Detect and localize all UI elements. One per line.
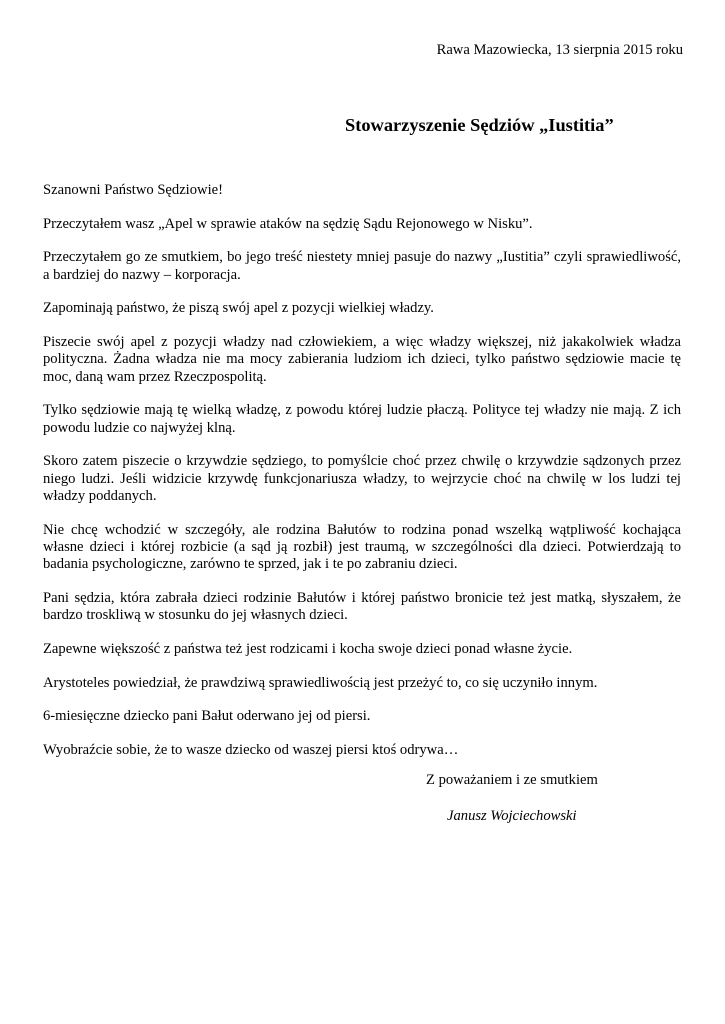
paragraph: Wyobraźcie sobie, że to wasze dziecko od waszej piersi ktoś odrywa… — [43, 741, 459, 758]
closing: Z poważaniem i ze smutkiem — [426, 772, 598, 788]
paragraph: Zapewne większość z państwa też jest rodzicami i kocha swoje dzieci ponad własne życie. — [43, 641, 573, 657]
paragraph: Tylko sędziowie mają tę wielką władzę, z powodu której ludzie płaczą. Polityce tej władzy nie mają. Z ich powodu ludzie co najwyżej klną. — [43, 402, 681, 436]
paragraph: Piszecie swój apel z pozycji władzy nad człowiekiem, a więc władzy większej, niż jakakolwiek władza polityczna. Żadna władza nie ma mocy zabierania ludziom ich dzieci, tylko państwo sędziowie macie tę moc, daną wam przez Rzeczpospolitą. — [43, 333, 681, 385]
paragraph: Przeczytałem go ze smutkiem, bo jego treść niestety mniej pasuje do nazwy „Iustitia” czyli sprawiedliwość, a bardziej do nazwy – korporacja. — [43, 249, 681, 283]
paragraph: Pani sędzia, która zabrała dzieci rodzinie Bałutów i której państwo bronicie też jest matką, słyszałem, że bardzo troskliwą w stosunku do jej własnych dzieci. — [43, 590, 681, 624]
signature: Janusz Wojciechowski — [447, 808, 577, 824]
paragraph: 6-miesięczne dziecko pani Bałut oderwano jej od piersi. — [43, 708, 371, 725]
paragraph: Przeczytałem wasz „Apel w sprawie ataków na sędzię Sądu Rejonowego w Nisku”. — [43, 215, 533, 232]
paragraph: Zapominają państwo, że piszą swój apel z pozycji wielkiej władzy. — [43, 300, 434, 317]
letter-body — [43, 182, 681, 775]
recipient-heading: Stowarzyszenie Sędziów „Iustitia” — [345, 115, 614, 135]
salutation: Szanowni Państwo Sędziowie! — [43, 182, 223, 198]
paragraph: Arystoteles powiedział, że prawdziwą sprawiedliwością jest przeżyć to, co się uczyniło innym. — [43, 674, 598, 691]
place-date: Rawa Mazowiecka, 13 sierpnia 2015 roku — [436, 42, 683, 58]
paragraph: Nie chcę wchodzić w szczegóły, ale rodzina Bałutów to rodzina ponad wszelką wątpliwość kochająca własne dzieci i której rozbicie (a sąd ją rozbił) jest traumą, w szczególności dla dzieci. Potwierdzają to badania psychologiczne, zarówno te sprzed, jak i te po zabraniu dzieci. — [43, 521, 681, 573]
paragraph: Skoro zatem piszecie o krzywdzie sędziego, to pomyślcie choć przez chwilę o krzywdzie sądzonych przez niego ludzi. Jeśli widzicie krzywdę funkcjonariusza władzy, to wejrzycie choć na chwilę w los ludzi tej władzy poddanych. — [43, 453, 681, 504]
